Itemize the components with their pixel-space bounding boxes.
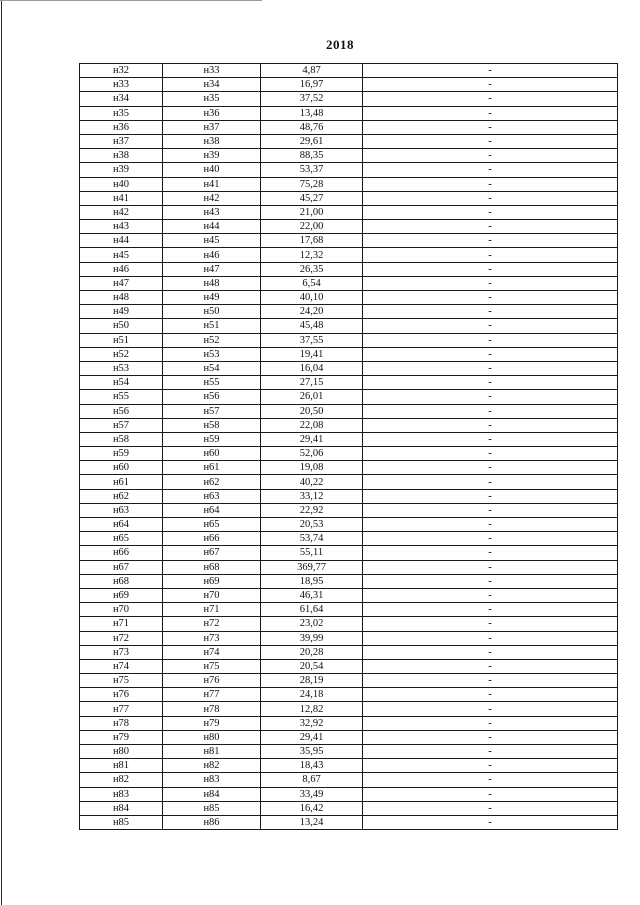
to-point-cell: н43 [163,205,261,219]
note-cell: - [363,404,618,418]
table-row [80,376,618,390]
to-point-cell: н68 [163,560,261,574]
length-cell: 40,10 [261,291,363,305]
from-point-cell: н75 [80,674,163,688]
to-point-cell: н82 [163,759,261,773]
table-row [80,220,618,234]
table-row [80,461,618,475]
from-point-cell: н80 [80,745,163,759]
table-row [80,205,618,219]
to-point-cell: н40 [163,163,261,177]
note-cell: - [363,234,618,248]
note-cell: - [363,319,618,333]
note-cell: - [363,191,618,205]
note-cell: - [363,92,618,106]
from-point-cell: н48 [80,291,163,305]
from-point-cell: н76 [80,688,163,702]
table-row [80,659,618,673]
to-point-cell: н47 [163,262,261,276]
from-point-cell: н41 [80,191,163,205]
table-row [80,631,618,645]
from-point-cell: н47 [80,276,163,290]
note-cell: - [363,149,618,163]
length-cell: 37,55 [261,333,363,347]
to-point-cell: н74 [163,645,261,659]
from-point-cell: н56 [80,404,163,418]
from-point-cell: н65 [80,532,163,546]
length-cell: 46,31 [261,588,363,602]
table-row [80,361,618,375]
table-body [80,64,618,830]
length-cell: 12,82 [261,702,363,716]
to-point-cell: н58 [163,418,261,432]
to-point-cell: н54 [163,361,261,375]
table-row [80,305,618,319]
from-point-cell: н38 [80,149,163,163]
from-point-cell: н78 [80,716,163,730]
table-row [80,603,618,617]
length-cell: 24,18 [261,688,363,702]
note-cell: - [363,276,618,290]
note-cell: - [363,120,618,134]
table-row [80,645,618,659]
note-cell: - [363,461,618,475]
table-row [80,588,618,602]
note-cell: - [363,588,618,602]
length-cell: 16,97 [261,78,363,92]
page-number: 2018 [326,37,354,52]
table-row [80,106,618,120]
table-row [80,319,618,333]
table-row [80,560,618,574]
from-point-cell: н57 [80,418,163,432]
from-point-cell: н45 [80,248,163,262]
from-point-cell: н67 [80,560,163,574]
table-row [80,773,618,787]
length-cell: 16,42 [261,801,363,815]
to-point-cell: н51 [163,319,261,333]
note-cell: - [363,78,618,92]
from-point-cell: н40 [80,177,163,191]
table-row [80,120,618,134]
to-point-cell: н66 [163,532,261,546]
from-point-cell: н44 [80,234,163,248]
length-cell: 20,28 [261,645,363,659]
to-point-cell: н59 [163,432,261,446]
note-cell: - [363,64,618,78]
length-cell: 13,24 [261,815,363,829]
table-row [80,177,618,191]
table-row [80,347,618,361]
length-cell: 19,08 [261,461,363,475]
length-cell: 35,95 [261,745,363,759]
page-top-edge [0,0,262,1]
length-cell: 45,27 [261,191,363,205]
length-cell: 17,68 [261,234,363,248]
table-row [80,730,618,744]
from-point-cell: н33 [80,78,163,92]
note-cell: - [363,248,618,262]
table-row [80,262,618,276]
from-point-cell: н60 [80,461,163,475]
to-point-cell: н62 [163,475,261,489]
note-cell: - [363,603,618,617]
note-cell: - [363,134,618,148]
from-point-cell: н61 [80,475,163,489]
note-cell: - [363,361,618,375]
length-cell: 16,04 [261,361,363,375]
to-point-cell: н56 [163,390,261,404]
note-cell: - [363,532,618,546]
to-point-cell: н33 [163,64,261,78]
table-row [80,276,618,290]
note-cell: - [363,674,618,688]
to-point-cell: н73 [163,631,261,645]
from-point-cell: н37 [80,134,163,148]
note-cell: - [363,801,618,815]
to-point-cell: н64 [163,503,261,517]
length-cell: 39,99 [261,631,363,645]
table-row [80,248,618,262]
note-cell: - [363,475,618,489]
page-left-edge [1,0,2,905]
length-cell: 27,15 [261,376,363,390]
length-cell: 26,35 [261,262,363,276]
to-point-cell: н50 [163,305,261,319]
to-point-cell: н84 [163,787,261,801]
note-cell: - [363,688,618,702]
note-cell: - [363,347,618,361]
note-cell: - [363,432,618,446]
length-cell: 22,08 [261,418,363,432]
to-point-cell: н83 [163,773,261,787]
length-cell: 12,32 [261,248,363,262]
to-point-cell: н79 [163,716,261,730]
note-cell: - [363,518,618,532]
from-point-cell: н66 [80,546,163,560]
table-row [80,92,618,106]
table-row [80,815,618,829]
note-cell: - [363,163,618,177]
length-cell: 55,11 [261,546,363,560]
length-cell: 28,19 [261,674,363,688]
from-point-cell: н46 [80,262,163,276]
note-cell: - [363,759,618,773]
to-point-cell: н36 [163,106,261,120]
table-row [80,532,618,546]
length-cell: 88,35 [261,149,363,163]
from-point-cell: н64 [80,518,163,532]
length-cell: 53,74 [261,532,363,546]
note-cell: - [363,730,618,744]
to-point-cell: н76 [163,674,261,688]
table-row [80,702,618,716]
boundary-segments-table [79,63,618,830]
table-row [80,574,618,588]
note-cell: - [363,546,618,560]
table-row [80,546,618,560]
to-point-cell: н71 [163,603,261,617]
from-point-cell: н68 [80,574,163,588]
length-cell: 6,54 [261,276,363,290]
note-cell: - [363,418,618,432]
to-point-cell: н52 [163,333,261,347]
length-cell: 18,43 [261,759,363,773]
length-cell: 20,53 [261,518,363,532]
from-point-cell: н35 [80,106,163,120]
note-cell: - [363,787,618,801]
note-cell: - [363,220,618,234]
to-point-cell: н49 [163,291,261,305]
to-point-cell: н61 [163,461,261,475]
length-cell: 32,92 [261,716,363,730]
from-point-cell: н79 [80,730,163,744]
length-cell: 22,92 [261,503,363,517]
note-cell: - [363,376,618,390]
table-row [80,688,618,702]
to-point-cell: н77 [163,688,261,702]
from-point-cell: н54 [80,376,163,390]
note-cell: - [363,617,618,631]
from-point-cell: н58 [80,432,163,446]
from-point-cell: н36 [80,120,163,134]
note-cell: - [363,390,618,404]
length-cell: 23,02 [261,617,363,631]
note-cell: - [363,333,618,347]
from-point-cell: н59 [80,447,163,461]
table-row [80,745,618,759]
from-point-cell: н39 [80,163,163,177]
from-point-cell: н72 [80,631,163,645]
note-cell: - [363,205,618,219]
length-cell: 29,41 [261,432,363,446]
table-row [80,64,618,78]
table-row [80,149,618,163]
note-cell: - [363,262,618,276]
length-cell: 20,54 [261,659,363,673]
table-row [80,674,618,688]
length-cell: 45,48 [261,319,363,333]
to-point-cell: н70 [163,588,261,602]
length-cell: 33,49 [261,787,363,801]
to-point-cell: н55 [163,376,261,390]
from-point-cell: н85 [80,815,163,829]
from-point-cell: н34 [80,92,163,106]
from-point-cell: н43 [80,220,163,234]
to-point-cell: н85 [163,801,261,815]
table-row [80,191,618,205]
note-cell: - [363,645,618,659]
note-cell: - [363,560,618,574]
table-row [80,503,618,517]
from-point-cell: н53 [80,361,163,375]
from-point-cell: н62 [80,489,163,503]
length-cell: 18,95 [261,574,363,588]
from-point-cell: н70 [80,603,163,617]
to-point-cell: н34 [163,78,261,92]
length-cell: 52,06 [261,447,363,461]
from-point-cell: н50 [80,319,163,333]
length-cell: 53,37 [261,163,363,177]
from-point-cell: н82 [80,773,163,787]
table-row [80,447,618,461]
length-cell: 369,77 [261,560,363,574]
table-row [80,759,618,773]
length-cell: 75,28 [261,177,363,191]
from-point-cell: н55 [80,390,163,404]
length-cell: 40,22 [261,475,363,489]
note-cell: - [363,745,618,759]
table-row [80,518,618,532]
length-cell: 19,41 [261,347,363,361]
from-point-cell: н77 [80,702,163,716]
table-row [80,333,618,347]
to-point-cell: н42 [163,191,261,205]
table-row [80,78,618,92]
table-row [80,234,618,248]
table-row [80,432,618,446]
note-cell: - [363,447,618,461]
to-point-cell: н80 [163,730,261,744]
to-point-cell: н63 [163,489,261,503]
from-point-cell: н71 [80,617,163,631]
to-point-cell: н81 [163,745,261,759]
to-point-cell: н57 [163,404,261,418]
table-row [80,134,618,148]
from-point-cell: н63 [80,503,163,517]
length-cell: 22,00 [261,220,363,234]
from-point-cell: н73 [80,645,163,659]
table-row [80,801,618,815]
length-cell: 33,12 [261,489,363,503]
note-cell: - [363,773,618,787]
table-row [80,475,618,489]
to-point-cell: н35 [163,92,261,106]
to-point-cell: н72 [163,617,261,631]
length-cell: 61,64 [261,603,363,617]
table-row [80,291,618,305]
to-point-cell: н86 [163,815,261,829]
table-row [80,617,618,631]
note-cell: - [363,177,618,191]
note-cell: - [363,716,618,730]
to-point-cell: н67 [163,546,261,560]
from-point-cell: н52 [80,347,163,361]
to-point-cell: н39 [163,149,261,163]
from-point-cell: н84 [80,801,163,815]
from-point-cell: н49 [80,305,163,319]
note-cell: - [363,659,618,673]
length-cell: 13,48 [261,106,363,120]
table-row [80,163,618,177]
length-cell: 20,50 [261,404,363,418]
note-cell: - [363,702,618,716]
length-cell: 24,20 [261,305,363,319]
note-cell: - [363,503,618,517]
from-point-cell: н83 [80,787,163,801]
length-cell: 29,61 [261,134,363,148]
to-point-cell: н41 [163,177,261,191]
table-row [80,418,618,432]
from-point-cell: н42 [80,205,163,219]
table-row [80,390,618,404]
length-cell: 48,76 [261,120,363,134]
length-cell: 21,00 [261,205,363,219]
to-point-cell: н46 [163,248,261,262]
from-point-cell: н32 [80,64,163,78]
to-point-cell: н48 [163,276,261,290]
to-point-cell: н78 [163,702,261,716]
length-cell: 4,87 [261,64,363,78]
from-point-cell: н74 [80,659,163,673]
note-cell: - [363,305,618,319]
note-cell: - [363,631,618,645]
table-row [80,716,618,730]
note-cell: - [363,815,618,829]
to-point-cell: н45 [163,234,261,248]
to-point-cell: н60 [163,447,261,461]
note-cell: - [363,489,618,503]
table-row [80,787,618,801]
note-cell: - [363,106,618,120]
to-point-cell: н44 [163,220,261,234]
from-point-cell: н51 [80,333,163,347]
length-cell: 26,01 [261,390,363,404]
to-point-cell: н69 [163,574,261,588]
length-cell: 8,67 [261,773,363,787]
to-point-cell: н38 [163,134,261,148]
note-cell: - [363,574,618,588]
length-cell: 29,41 [261,730,363,744]
to-point-cell: н75 [163,659,261,673]
note-cell: - [363,291,618,305]
to-point-cell: н65 [163,518,261,532]
table-row [80,404,618,418]
length-cell: 37,52 [261,92,363,106]
to-point-cell: н37 [163,120,261,134]
from-point-cell: н81 [80,759,163,773]
to-point-cell: н53 [163,347,261,361]
table-row [80,489,618,503]
from-point-cell: н69 [80,588,163,602]
